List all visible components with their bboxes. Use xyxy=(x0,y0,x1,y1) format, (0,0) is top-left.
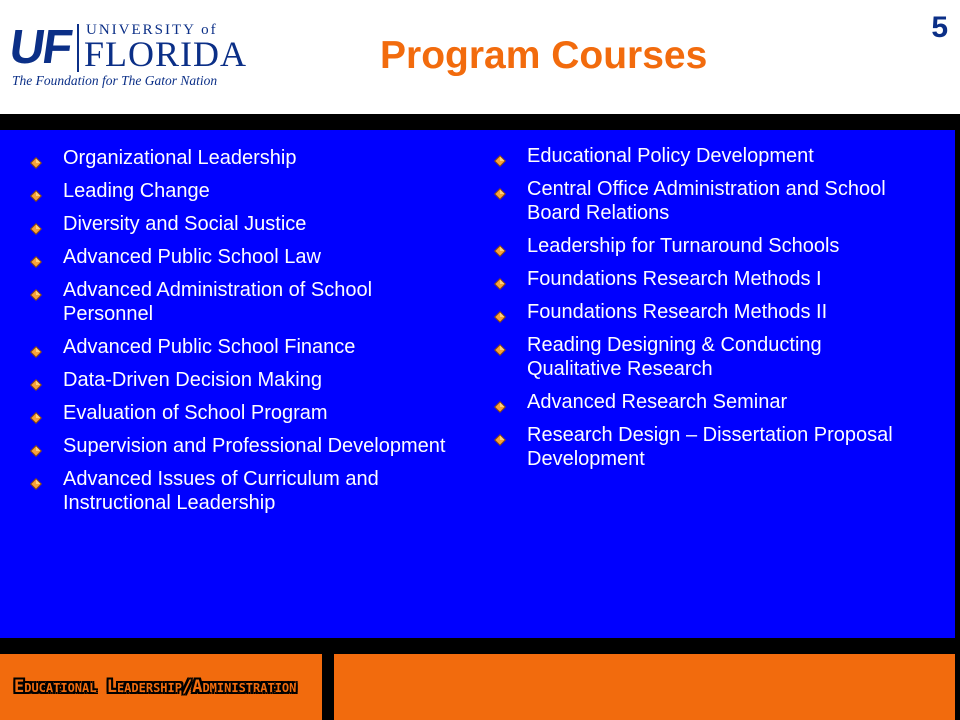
logo-divider xyxy=(77,24,79,72)
list-item xyxy=(494,423,914,471)
course-label: Reading Designing & Conducting Qualitative Research xyxy=(527,334,822,380)
course-label: Educational Policy Development xyxy=(527,145,814,167)
list-item xyxy=(30,368,450,392)
diamond-bullet-icon xyxy=(494,149,506,161)
course-label: Organizational Leadership xyxy=(63,147,297,169)
list-item xyxy=(30,146,450,170)
course-label: Advanced Research Seminar xyxy=(527,391,788,413)
list-item xyxy=(30,245,450,269)
list-item xyxy=(494,300,914,324)
course-label: Diversity and Social Justice xyxy=(63,213,307,235)
logo-tagline: The Foundation for The Gator Nation xyxy=(12,73,218,88)
list-item xyxy=(494,144,914,168)
diamond-bullet-icon xyxy=(30,151,42,163)
bottom-divider-bar xyxy=(0,638,960,654)
uf-logo xyxy=(6,18,250,90)
course-label: Evaluation of School Program xyxy=(63,402,328,424)
course-label: Central Office Administration and School Board Relations xyxy=(527,178,886,224)
diamond-bullet-icon xyxy=(30,439,42,451)
logo-university-line: UNIVERSITY of xyxy=(86,22,218,38)
diamond-bullet-icon xyxy=(494,395,506,407)
list-item xyxy=(30,179,450,203)
diamond-bullet-icon xyxy=(494,272,506,284)
course-label: Foundations Research Methods I xyxy=(527,268,822,290)
course-label: Data-Driven Decision Making xyxy=(63,369,322,391)
right-edge-bar xyxy=(955,114,960,720)
course-label: Advanced Issues of Curriculum and Instructional Leadership xyxy=(63,468,379,514)
diamond-bullet-icon xyxy=(30,217,42,229)
list-item xyxy=(30,335,450,359)
course-label: Leadership for Turnaround Schools xyxy=(527,235,840,257)
diamond-bullet-icon xyxy=(30,340,42,352)
logo-mark: UF xyxy=(6,21,74,74)
diamond-bullet-icon xyxy=(494,428,506,440)
diamond-bullet-icon xyxy=(494,239,506,251)
list-item xyxy=(30,278,450,326)
list-item xyxy=(30,467,450,515)
logo-name: FLORIDA xyxy=(84,34,248,74)
top-divider-bar xyxy=(0,114,960,130)
diamond-bullet-icon xyxy=(30,250,42,262)
footer-right-panel xyxy=(334,654,955,720)
diamond-bullet-icon xyxy=(30,406,42,418)
diamond-bullet-icon xyxy=(494,338,506,350)
course-label: Foundations Research Methods II xyxy=(527,301,828,323)
list-item xyxy=(494,333,914,381)
course-label: Advanced Public School Finance xyxy=(63,336,356,358)
diamond-bullet-icon xyxy=(30,472,42,484)
diamond-bullet-icon xyxy=(494,305,506,317)
slide-header xyxy=(0,0,960,114)
list-item xyxy=(30,434,450,458)
diamond-bullet-icon xyxy=(494,182,506,194)
course-label: Research Design – Dissertation Proposal Development xyxy=(527,424,893,470)
diamond-bullet-icon xyxy=(30,373,42,385)
list-item xyxy=(30,212,450,236)
footer-separator xyxy=(322,654,334,720)
course-label: Advanced Administration of School Personnel xyxy=(63,279,373,325)
diamond-bullet-icon xyxy=(30,184,42,196)
list-item xyxy=(494,234,914,258)
course-list-left xyxy=(30,146,450,524)
list-item xyxy=(30,401,450,425)
diamond-bullet-icon xyxy=(30,283,42,295)
footer-label: Educational Leadership/Administration xyxy=(14,677,297,697)
course-label: Leading Change xyxy=(63,180,210,202)
list-item xyxy=(494,267,914,291)
course-label: Supervision and Professional Development xyxy=(63,435,446,457)
course-list-right xyxy=(494,144,914,480)
list-item xyxy=(494,177,914,225)
page-title: Program Courses xyxy=(380,34,708,77)
list-item xyxy=(494,390,914,414)
course-label: Advanced Public School Law xyxy=(63,246,321,268)
slide-number: 5 xyxy=(931,11,948,44)
